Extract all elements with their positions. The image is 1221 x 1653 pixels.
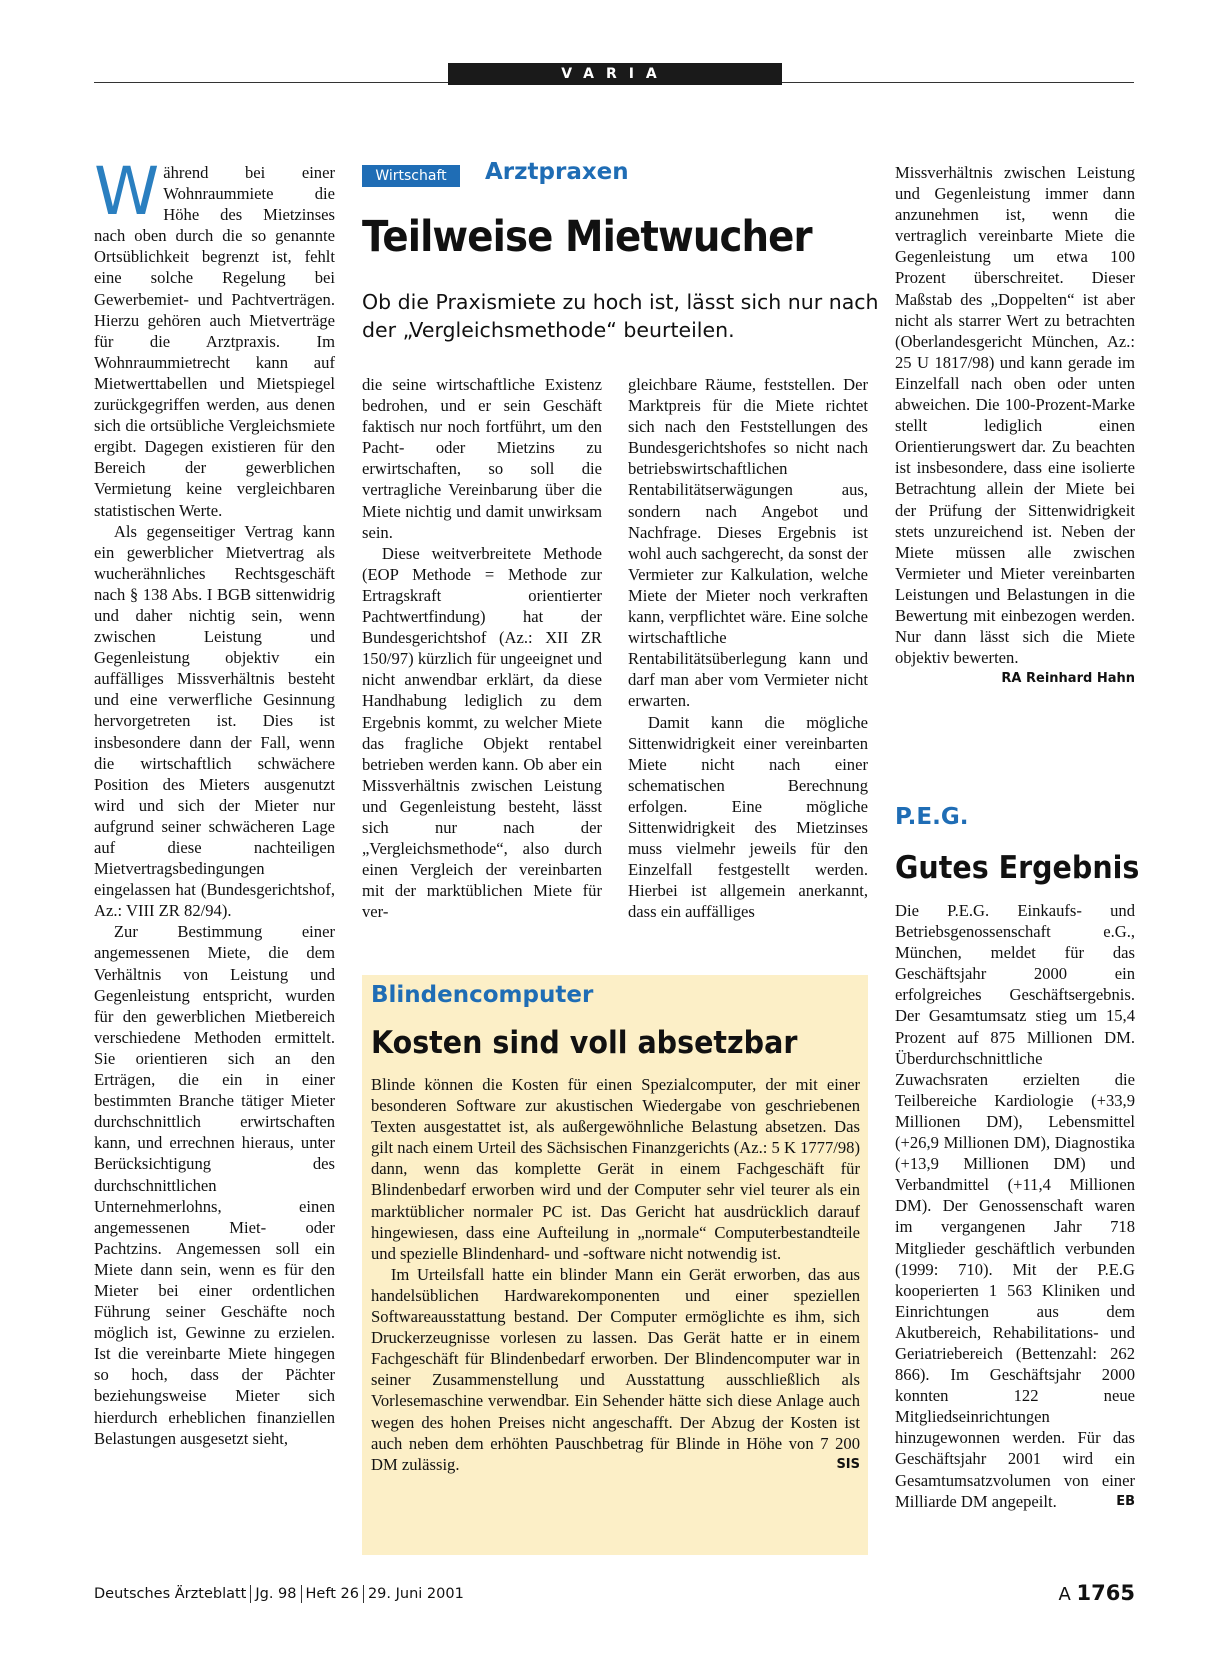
- paragraph: gleichbare Räume, feststellen. Der Marktpreis für die Miete richtet sich nach den Feststellungen des Bundesgerichtshofes so nicht nach betriebswirtschaftlichen Rentabilitätserwägungen aus, sondern nach Angebot und Nachfrage. Dieses Ergebnis ist wohl auch sachgerecht, da sonst der Vermieter zur Kalkulation, welche Miete der Mieter noch verkraften kann, verpflichtet wäre. Eine solche wirtschaftliche Rentabilitätsüberlegung kann und darf man aber vom Vermieter nicht erwarten.: [628, 375, 868, 711]
- article-column-4: [895, 162, 1135, 689]
- author-signature: RA Reinhard Hahn: [1001, 671, 1135, 687]
- box-kicker: Blindencomputer: [371, 982, 594, 1008]
- dropcap: W: [94, 153, 160, 230]
- paragraph: Missverhältnis zwischen Leistung und Gegenleistung immer dann anzunehmen ist, wenn die vertraglich vereinbarte Miete die Gegenleistung um etwa 100 Prozent überschreitet. Dieser Maßstab des „Doppelten“ ist aber nicht als starrer Wert zu betrachten (Oberlandesgericht München, Az.: 25 U 1817/98) und kann gerade im Einzelfall nach oben oder unten abweichen. Die 100-Prozent-Marke stellt lediglich einen Orientierungswert dar. Zu beachten ist insbesondere, dass eine isolierte Betrachtung allein der Miete bei der Prüfung der Sittenwidrigkeit stets unzureichend ist. Neben der Miete müssen alle zwischen Vermieter und Mieter vereinbarten Leistungen und Belastungen in die Bewertung mit einbezogen werden. Nur dann lässt sich die Miete objektiv bewerten. RA Reinhard Hahn: [895, 162, 1135, 668]
- paragraph: Damit kann die mögliche Sittenwidrigkeit einer vereinbarten Miete nicht nach einer schematischen Berechnung erfolgen. Eine mögliche Sittenwidrigkeit des Mietzinses muss vielmehr jeweils für den Einzelfall festgestellt werden. Hierbei ist allgemein anerkannt, dass ein auffälliges: [628, 712, 868, 922]
- box-text: [371, 1074, 860, 1475]
- paragraph: Während bei einer Wohnraummiete die Höhe des Mietzinses nach oben durch die so genannte Ortsüblichkeit begrenzt ist, fehlt eine solche Regelung bei Gewerbemiet- und Pachtverträgen. Hierzu gehören auch Mietverträge für die Arztpraxis. Im Wohnraummietrecht kann auf Mietwerttabellen und Mietspiegel zurückgegriffen werden, aus denen sich die ortsübliche Vergleichsmiete ergibt. Dagegen existieren für den Bereich der gewerblichen Vermietung keine vergleichbaren statistischen Werte.: [94, 153, 335, 520]
- journal-name: Deutsches Ärzteblatt: [94, 1586, 247, 1602]
- article-kicker: Arztpraxen: [485, 159, 629, 185]
- author-signature: EB: [1116, 1493, 1135, 1509]
- peg-headline: Gutes Ergebnis: [895, 850, 1140, 886]
- paragraph: die seine wirtschaftliche Existenz bedrohen, und er sein Geschäft faktisch nur noch fortführt, um den Pacht- oder Mietzins zu erwirtschaften, so soll die vertragliche Vereinbarung über die Miete nichtig und damit unwirksam sein.: [362, 375, 602, 542]
- paragraph: Als gegenseitiger Vertrag kann ein gewerblicher Mietvertrag als wucherähnliches Rechtsgeschäft nach § 138 Abs. I BGB sittenwidrig und daher nichtig sein, wenn zwischen Leistung und Gegenleistung objektiv ein auffälliges Missverhältnis besteht und eine verwerfliche Gesinnung hervorgetreten ist. Dies ist insbesondere dann der Fall, wenn die wirtschaftlich schwächere Position des Mieters ausgenutzt wird und sich der Mieter nur aufgrund seiner schwächeren Lage auf diese nachteiligen Mietvertragsbedingungen eingelassen hat (Bundesgerichtshof, Az.: VIII ZR 82/94).: [94, 521, 335, 921]
- footer: [94, 1585, 464, 1603]
- article-headline: Teilweise Mietwucher: [362, 212, 812, 262]
- page-number: A 1765: [1058, 1581, 1135, 1605]
- box-headline: Kosten sind voll absetzbar: [371, 1025, 798, 1061]
- article-column-2: [362, 374, 602, 922]
- peg-kicker: P.E.G.: [895, 804, 969, 830]
- paragraph: Im Urteilsfall hatte ein blinder Mann ein Gerät erworben, das aus handelsüblichen Hardwarekomponenten und einer speziellen Softwareausstattung bestand. Der Computer ermöglichte es ihm, sich Druckerzeugnisse vorlesen zu lassen. Das Gerät hatte er in einem Fachgeschäft für Blindenbedarf erworben. Der Blindencomputer war in seiner Zusammenstellung und Ausstattung ausschließlich als Vorlesemaschine verwendbar. Ein Sehender hätte sich diese Anlage auch wegen des hohen Preises nicht angeschafft. Der Abzug der Kosten ist auch neben dem erhöhten Pauschbetrag für Blinde in Höhe von 7 200 DM zulässig. SIS: [371, 1264, 860, 1474]
- issue: Heft 26: [305, 1586, 359, 1602]
- article-subhead: Ob die Praxismiete zu hoch ist, lässt sich nur nach der „Vergleichsmethode“ beurteilen.: [362, 290, 879, 342]
- article-column-3: [628, 374, 868, 922]
- category-badge: Wirtschaft: [362, 165, 460, 187]
- paragraph: Zur Bestimmung einer angemessenen Miete, die dem Verhältnis von Leistung und Gegenleistung entspricht, wurden für den gewerblichen Mietbereich verschiedene Methoden ermittelt. Sie orientieren sich an den Erträgen, die ein in einer bestimmten Branche tätiger Mieter durchschnittlich erwirtschaften kann, und errechnen hieraus, unter Berücksichtigung des durchschnittlichen Unternehmerlohns, einen angemessenen Miet- oder Pachtzins. Angemessen soll ein Miete dann sein, wenn es für den Mieter bei einer ordentlichen Führung seiner Geschäfte noch möglich ist, Gewinne zu erzielen. Ist die vereinbarte Miete hingegen so hoch, dass der Pächter beziehungsweise Mieter sich hierdurch erheblichen finanziellen Belastungen ausgesetzt sieht,: [94, 922, 335, 1448]
- paragraph: Die P.E.G. Einkaufs- und Betriebsgenossenschaft e.G., München, meldet für das Geschäftsjahr 2000 ein erfolgreiches Geschäftsergebnis. Der Gesamtumsatz stieg um 15,4 Prozent auf 875 Millionen DM. Überdurchschnittliche Zuwachsraten erzielten die Teilbereiche Kardiologie (+33,9 Millionen DM), Lebensmittel (+26,9 Millionen DM), Diagnostika (+13,9 Millionen DM) und Verbandmittel (+11,4 Millionen DM). Der Genossenschaft waren im vergangenen Jahr 718 Mitglieder geschäftlich verbunden (1999: 710). Mit der P.E.G kooperierten 1 563 Kliniken und Einrichtungen aus dem Akutbereich, Rehabilitations- und Geriatriebereich (Bettenzahl: 262 866). Im Geschäftsjahr 2000 konnten 122 neue Mitgliedseinrichtungen hinzugewonnen werden. Für das Geschäftsjahr 2001 wird ein Gesamtumsatzvolumen von einer Milliarde DM angepeilt. EB: [895, 901, 1135, 1511]
- paragraph: Blinde können die Kosten für einen Spezialcomputer, der mit einer besonderen Software zur akustischen Wiedergabe von geschriebenen Texten ausgestattet ist, als außergewöhnliche Belastung absetzen. Das gilt nach einem Urteil des Sächsischen Finanzgerichts (Az.: 5 K 1777/98) dann, wenn das komplette Gerät in einem Fachgeschäft für Blindenbedarf erworben wird und der Computer sehr viel teurer als ein marktüblicher normaler PC ist. Das Gericht hat ausdrücklich darauf hingewiesen, dass eine Aufteilung in „normale“ Computerbestandteile und spezielle Blindenhard- und -software nicht notwendig ist.: [371, 1075, 860, 1263]
- author-signature: SIS: [836, 1456, 860, 1472]
- peg-text: [895, 900, 1135, 1512]
- section-label: VARIA: [448, 63, 782, 85]
- article-column-1: [94, 153, 335, 1449]
- volume: Jg. 98: [255, 1586, 297, 1602]
- issue-date: 29. Juni 2001: [367, 1586, 464, 1602]
- paragraph: Diese weitverbreitete Methode (EOP Methode = Methode zur Ertragskraft orientierter Pachtwertfindung) hat der Bundesgerichtshof (Az.: XII ZR 150/97) kürzlich für ungeeignet und nicht anwendbar erklärt, da diese Handhabung lediglich zu dem Ergebnis kommt, zu welcher Miete das fragliche Objekt rentabel betrieben werden kann. Ob aber ein Missverhältnis zwischen Leistung und Gegenleistung besteht, lässt sich nur nach der „Vergleichsmethode“, also durch einen Vergleich der vereinbarten mit der marktüblichen Miete für ver-: [362, 543, 602, 922]
